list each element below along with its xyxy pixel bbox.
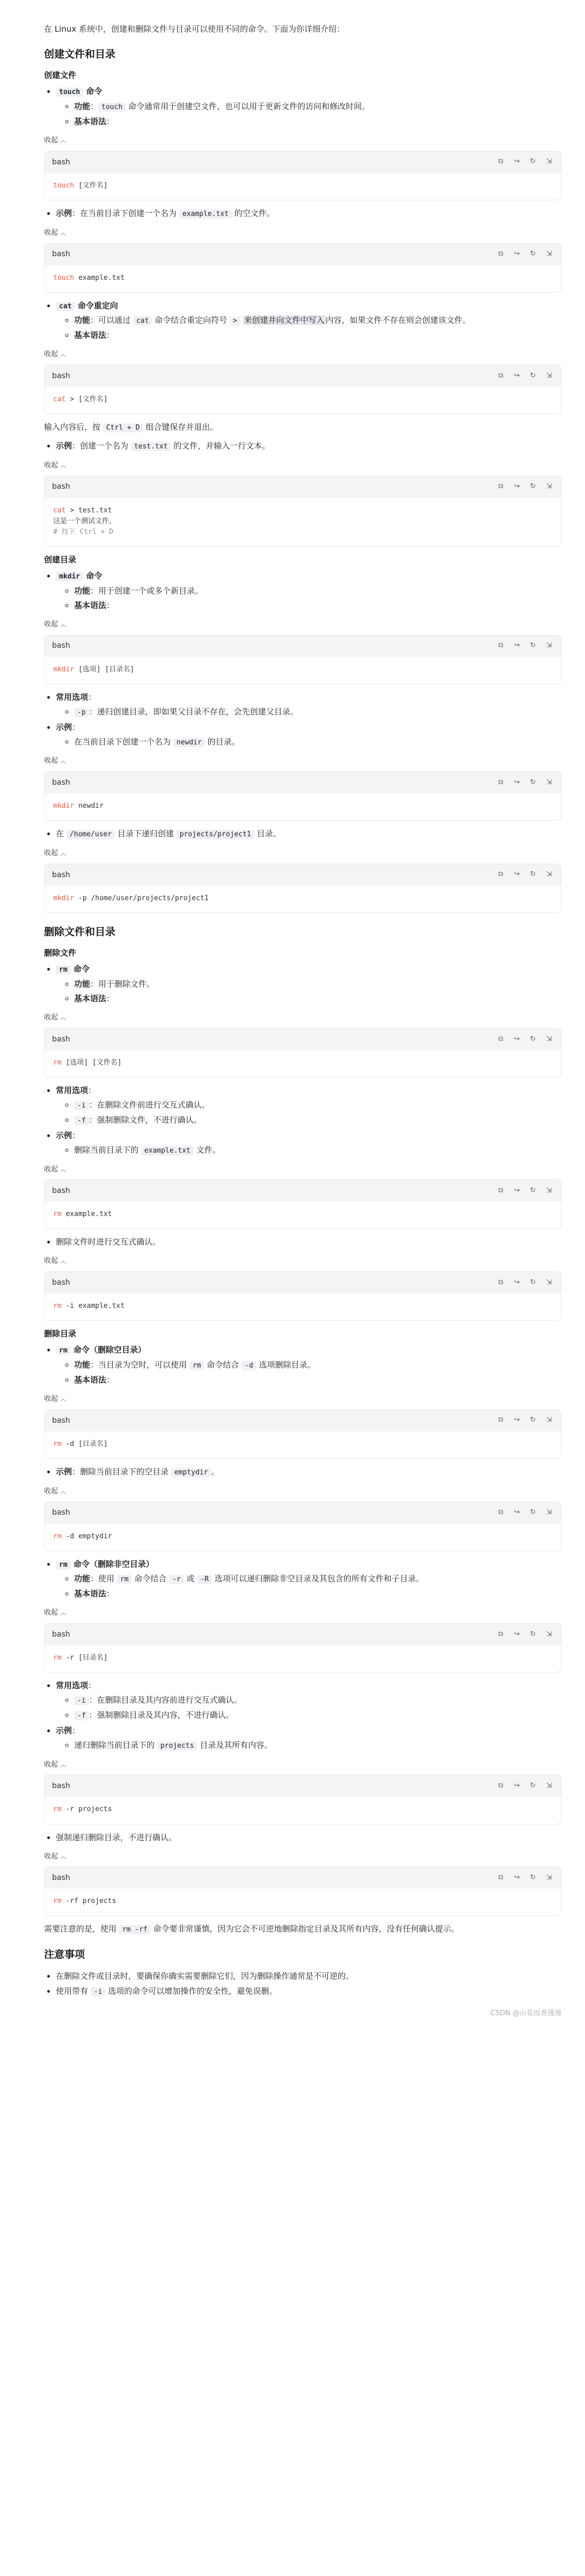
- inline-code: test.txt: [131, 442, 171, 451]
- download-icon[interactable]: ⇲: [546, 1278, 552, 1286]
- copy-icon[interactable]: ⧉: [498, 250, 503, 258]
- list-item: • 示例： ◦ 在当前目录下创建一个名为 newdir 的目录。: [56, 721, 561, 749]
- code-content: rm example.txt: [45, 1202, 561, 1228]
- code-content: mkdir [选项] [目录名]: [45, 657, 561, 684]
- list-item: ◦ 递归删除当前目录下的 projects 目录及其所有内容。: [74, 1739, 561, 1752]
- code-toolbar: [45, 1624, 561, 1645]
- collapse-toggle[interactable]: 收起 ︿: [44, 1165, 67, 1174]
- section-title-delete: 删除文件和目录: [44, 926, 116, 938]
- copy-icon[interactable]: ⧉: [498, 641, 503, 650]
- run-icon[interactable]: ↻: [530, 1278, 536, 1286]
- inline-code: projects: [157, 1741, 198, 1750]
- copy-icon[interactable]: ⧉: [498, 1034, 503, 1043]
- label-func: 功能: [74, 102, 91, 112]
- chevron-up-icon: ︿: [60, 1761, 67, 1768]
- inline-code: -i: [74, 1696, 89, 1705]
- copy-icon[interactable]: ⧉: [498, 1781, 503, 1790]
- download-icon[interactable]: ⇲: [546, 1186, 552, 1195]
- code-content: touch [文件名]: [45, 173, 561, 200]
- intro-text: 在 Linux 系统中，创建和删除文件与目录可以使用不同的命令。下面为你详细介绍：: [44, 24, 345, 34]
- list-item: ◦ 基本语法：: [74, 1373, 561, 1386]
- inline-code: touch: [56, 88, 83, 97]
- inline-code: touch: [98, 103, 126, 112]
- list-item: ◦ 基本语法：: [74, 329, 561, 342]
- copy-icon[interactable]: ⧉: [498, 778, 503, 786]
- inline-code: -f: [74, 1711, 89, 1720]
- list-item: ◦ -p ：递归创建目录，即如果父目录不存在，会先创建父目录。: [74, 705, 561, 719]
- touch-list: [44, 85, 561, 128]
- code-toolbar: [45, 1775, 561, 1797]
- chevron-up-icon: ︿: [60, 1853, 67, 1860]
- list-item: ◦ 基本语法：: [74, 115, 561, 128]
- inline-code: -i: [91, 1987, 106, 1996]
- share-icon[interactable]: ↪: [514, 778, 520, 786]
- collapse-toggle[interactable]: 收起 ︿: [44, 1257, 67, 1265]
- code-lang-label: bash: [52, 1186, 70, 1196]
- run-icon[interactable]: ↻: [530, 1034, 536, 1043]
- share-icon[interactable]: ↪: [514, 1873, 520, 1882]
- subsection-title-delete-file: 删除文件: [44, 948, 77, 958]
- run-icon[interactable]: ↻: [530, 1416, 536, 1424]
- copy-icon[interactable]: ⧉: [498, 371, 503, 380]
- subsection-title-create-file: 创建文件: [44, 70, 77, 81]
- code-content: rm -rf projects: [45, 1888, 561, 1915]
- share-icon[interactable]: ↪: [514, 1278, 520, 1286]
- collapse-toggle[interactable]: 收起 ︿: [44, 1852, 67, 1861]
- chevron-up-icon: ︿: [60, 1166, 67, 1173]
- list-item: • rm 命令（删除非空目录） ◦ 功能：使用 rm 命令结合 -r 或 -R 选项可以递归删除非空目录及其包含的所有文件和子目录。 ◦ 基本语法：: [56, 1558, 561, 1601]
- download-icon[interactable]: ⇲: [546, 1416, 552, 1424]
- code-block: [44, 771, 561, 821]
- download-icon[interactable]: ⇲: [546, 641, 552, 650]
- chevron-up-icon: ︿: [60, 757, 67, 765]
- highlighted-text: 来创建并向文件中写入: [244, 315, 325, 325]
- list-item: ◦ -f ：强制删除目录及其内容，不进行确认。: [74, 1709, 561, 1722]
- list-item: • rm 命令 ◦ 功能：用于删除文件。 ◦ 基本语法：: [56, 963, 561, 1005]
- inline-code: newdir: [173, 738, 205, 747]
- list-item: [56, 299, 561, 342]
- code-block: [44, 1866, 561, 1916]
- code-content: rm -d emptydir: [45, 1524, 561, 1551]
- code-block: [44, 151, 561, 200]
- code-block: [44, 864, 561, 913]
- inline-code: rm -rf: [119, 1925, 151, 1934]
- inline-code: rm: [56, 1346, 71, 1355]
- code-toolbar: [45, 1410, 561, 1431]
- label-syntax: 基本语法: [74, 116, 107, 126]
- code-toolbar: [45, 1029, 561, 1050]
- label-options: 常用选项: [56, 692, 89, 702]
- code-content: rm [选项] [文件名]: [45, 1050, 561, 1077]
- chevron-up-icon: ︿: [60, 136, 67, 144]
- code-block: [44, 1502, 561, 1551]
- code-toolbar: [45, 1867, 561, 1888]
- chevron-up-icon: ︿: [60, 1014, 67, 1022]
- run-icon[interactable]: ↻: [530, 870, 536, 879]
- inline-code: -i: [74, 1101, 89, 1110]
- code-lang-label: bash: [52, 1782, 70, 1791]
- chevron-up-icon: ︿: [60, 1487, 67, 1495]
- subsection-title-create-dir: 创建目录: [44, 555, 77, 565]
- inline-code: emptydir: [171, 1468, 211, 1477]
- run-icon[interactable]: ↻: [530, 1873, 536, 1882]
- paragraph: 输入内容后，按 Ctrl + D 组合键保存并退出。: [44, 422, 218, 432]
- code-content: rm -r [目录名]: [45, 1645, 561, 1672]
- collapse-toggle[interactable]: 收起 ︿: [44, 228, 67, 237]
- list-item: • 删除文件时进行交互式确认。: [56, 1235, 561, 1248]
- code-toolbar: [45, 244, 561, 265]
- inline-code: -d: [242, 1361, 257, 1370]
- share-icon[interactable]: ↪: [514, 1630, 520, 1638]
- label-example: 示例: [56, 208, 72, 218]
- notes-list: [44, 1970, 561, 1998]
- list-item: • 使用带有 -i 选项的命令可以增加操作的安全性，避免误删。: [56, 1985, 561, 1998]
- inline-code: example.txt: [179, 209, 232, 219]
- share-icon[interactable]: ↪: [514, 482, 520, 491]
- list-item: • 示例：在当前目录下创建一个名为 example.txt 的空文件。: [56, 207, 561, 220]
- chevron-up-icon: ︿: [60, 1257, 67, 1265]
- inline-code: /home/user: [67, 830, 115, 839]
- code-lang-label: bash: [52, 870, 70, 879]
- run-icon[interactable]: ↻: [530, 641, 536, 650]
- inline-code: -p: [74, 708, 89, 717]
- code-block: [44, 1180, 561, 1229]
- code-lang-label: bash: [52, 1416, 70, 1425]
- download-icon[interactable]: ⇲: [546, 1034, 552, 1043]
- run-icon[interactable]: ↻: [530, 482, 536, 491]
- list-item: ◦ 在当前目录下创建一个名为 newdir 的目录。: [74, 735, 561, 749]
- code-lang-label: bash: [52, 157, 70, 167]
- run-icon[interactable]: ↻: [530, 1781, 536, 1790]
- collapse-toggle[interactable]: 收起 ︿: [44, 1014, 67, 1022]
- chevron-up-icon: ︿: [60, 351, 67, 358]
- collapse-toggle[interactable]: 收起 ︿: [44, 136, 67, 144]
- copy-icon[interactable]: ⧉: [498, 1508, 503, 1517]
- copy-icon[interactable]: ⧉: [498, 482, 503, 491]
- code-content: mkdir newdir: [45, 793, 561, 820]
- code-toolbar: [45, 635, 561, 657]
- collapse-toggle[interactable]: 收起 ︿: [44, 1394, 67, 1403]
- rm-list: [44, 963, 561, 1005]
- share-icon[interactable]: ↪: [514, 1186, 520, 1195]
- share-icon[interactable]: ↪: [514, 641, 520, 650]
- list-item: • 常用选项： ◦ -i ：在删除目录及其内容前进行交互式确认。 ◦ -f ：强制删除目录及其内容，不进行确认。: [56, 1679, 561, 1722]
- run-icon[interactable]: ↻: [530, 371, 536, 380]
- copy-icon[interactable]: ⧉: [498, 1186, 503, 1195]
- list-item: ◦ 基本语法：: [74, 992, 561, 1005]
- collapse-toggle[interactable]: 收起 ︿: [44, 757, 67, 765]
- code-toolbar: [45, 151, 561, 173]
- chevron-up-icon: ︿: [60, 850, 67, 857]
- list-item: • 示例： ◦ 删除当前目录下的 example.txt 文件。: [56, 1129, 561, 1157]
- chevron-up-icon: ︿: [60, 229, 67, 236]
- share-icon[interactable]: ↪: [514, 250, 520, 258]
- copy-icon[interactable]: ⧉: [498, 1416, 503, 1424]
- run-icon[interactable]: ↻: [530, 157, 536, 166]
- code-block: [44, 1623, 561, 1673]
- share-icon[interactable]: ↪: [514, 1508, 520, 1517]
- inline-code: >: [230, 316, 240, 325]
- inline-code: rm: [56, 965, 71, 974]
- list-item: ◦ 基本语法：: [74, 599, 561, 612]
- list-item: • 在删除文件或目录时，要确保你确实需要删除它们，因为删除操作通常是不可逆的。: [56, 1970, 561, 1982]
- download-icon[interactable]: ⇲: [546, 1630, 552, 1638]
- inline-code: rm: [117, 1575, 132, 1584]
- collapse-toggle[interactable]: 收起 ︿: [44, 350, 67, 359]
- list-item: ◦ -i ：在删除目录及其内容前进行交互式确认。: [74, 1694, 561, 1707]
- code-lang-label: bash: [52, 1630, 70, 1639]
- code-block: [44, 1409, 561, 1459]
- code-content: rm -i example.txt: [45, 1293, 561, 1320]
- download-icon[interactable]: ⇲: [546, 870, 552, 879]
- download-icon[interactable]: ⇲: [546, 250, 552, 258]
- run-icon[interactable]: ↻: [530, 778, 536, 786]
- run-icon[interactable]: ↻: [530, 1630, 536, 1638]
- list-item: ◦ 功能：用于删除文件。: [74, 978, 561, 990]
- list-item: ◦ 功能：可以通过 cat 命令结合重定向符号 > 来创建并向文件中写入 内容，如果文件不存在则会创建该文件。: [74, 314, 561, 327]
- list-item: • 强制递归删除目录，不进行确认。: [56, 1831, 561, 1844]
- copy-icon[interactable]: ⧉: [498, 870, 503, 879]
- list-item: • mkdir 命令 ◦ 功能：用于创建一个或多个新目录。 ◦ 基本语法：: [56, 569, 561, 612]
- copy-icon[interactable]: ⧉: [498, 1278, 503, 1286]
- list-item: • 常用选项： ◦ -p ：递归创建目录，即如果父目录不存在，会先创建父目录。: [56, 691, 561, 719]
- code-block: [44, 243, 561, 293]
- copy-icon[interactable]: ⧉: [498, 1873, 503, 1882]
- run-icon[interactable]: ↻: [530, 1186, 536, 1195]
- share-icon[interactable]: ↪: [514, 157, 520, 166]
- watermark: CSDN @山花而香漫漫: [490, 2009, 561, 2018]
- chevron-up-icon: ︿: [60, 1609, 67, 1617]
- share-icon[interactable]: ↪: [514, 870, 520, 879]
- cat-list: [44, 299, 561, 342]
- code-toolbar: [45, 1272, 561, 1293]
- download-icon[interactable]: ⇲: [546, 371, 552, 380]
- code-block: [44, 476, 561, 547]
- list-item: • 示例：创建一个名为 test.txt 的文件，并输入一行文本。: [56, 439, 561, 453]
- inline-code: Ctrl + D: [103, 423, 143, 432]
- section-title-notes: 注意事项: [44, 1949, 85, 1961]
- collapse-toggle[interactable]: 收起 ︿: [44, 1760, 67, 1769]
- code-lang-label: bash: [52, 1508, 70, 1517]
- inline-code: -R: [197, 1575, 212, 1584]
- code-content: touch example.txt: [45, 265, 561, 292]
- run-icon[interactable]: ↻: [530, 250, 536, 258]
- item-heading: 命令重定向: [77, 300, 118, 310]
- inline-code: mkdir: [56, 572, 83, 581]
- subsection-title-delete-dir: 删除目录: [44, 1329, 77, 1339]
- code-lang-label: bash: [52, 778, 70, 787]
- code-content: rm -d [目录名]: [45, 1431, 561, 1458]
- code-block: [44, 365, 561, 414]
- list-item: ◦ 基本语法：: [74, 1587, 561, 1600]
- code-content: cat > test.txt 这是一个测试文件。 # 按下 Ctrl + D: [45, 498, 561, 546]
- download-icon[interactable]: ⇲: [546, 1781, 552, 1790]
- copy-icon[interactable]: ⧉: [498, 157, 503, 166]
- warning-paragraph: 需要注意的是，使用 rm -rf 命令要非常谨慎，因为它会不可逆地删除指定目录及其所有内容，没有任何确认提示。: [44, 1924, 459, 1934]
- list-item: ◦ 功能：使用 rm 命令结合 -r 或 -R 选项可以递归删除非空目录及其包含的所有文件和子目录。: [74, 1572, 561, 1586]
- collapse-toggle[interactable]: 收起 ︿: [44, 461, 67, 469]
- collapse-toggle[interactable]: 收起 ︿: [44, 849, 67, 858]
- run-icon[interactable]: ↻: [530, 1508, 536, 1517]
- mkdir-list: [44, 569, 561, 612]
- inline-code: example.txt: [141, 1146, 194, 1155]
- code-block: [44, 1271, 561, 1321]
- share-icon[interactable]: ↪: [514, 1034, 520, 1043]
- collapse-toggle[interactable]: 收起 ︿: [44, 1609, 67, 1617]
- chevron-up-icon: ︿: [60, 1395, 67, 1402]
- copy-icon[interactable]: ⧉: [498, 1630, 503, 1638]
- code-lang-label: bash: [52, 250, 70, 259]
- code-content: rm -r projects: [45, 1797, 561, 1824]
- list-item: ◦ 功能：当目录为空时，可以使用 rm 命令结合 -d 选项删除目录。: [74, 1358, 561, 1372]
- list-item: [56, 85, 561, 128]
- code-toolbar: [45, 476, 561, 498]
- list-item: • 示例： ◦ 递归删除当前目录下的 projects 目录及其所有内容。: [56, 1724, 561, 1752]
- inline-code: -r: [169, 1575, 184, 1584]
- code-lang-label: bash: [52, 641, 70, 650]
- section-title-create: 创建文件和目录: [44, 48, 116, 60]
- inline-code: projects/project1: [177, 830, 254, 839]
- list-item: • 在 /home/user 目录下递归创建 projects/project1 目录。: [56, 827, 561, 841]
- list-item: • rm 命令（删除空目录） ◦ 功能：当目录为空时，可以使用 rm 命令结合 -d 选项删除目录。 ◦ 基本语法：: [56, 1343, 561, 1386]
- inline-code: cat: [133, 316, 152, 325]
- code-lang-label: bash: [52, 1873, 70, 1883]
- code-block: [44, 635, 561, 684]
- code-toolbar: [45, 365, 561, 387]
- inline-code: -f: [74, 1116, 89, 1125]
- code-block: [44, 1775, 561, 1824]
- share-icon[interactable]: ↪: [514, 1781, 520, 1790]
- code-lang-label: bash: [52, 1034, 70, 1044]
- code-content: cat > [文件名]: [45, 387, 561, 414]
- list-item: ◦ 功能：用于创建一个或多个新目录。: [74, 584, 561, 597]
- download-icon[interactable]: ⇲: [546, 1873, 552, 1882]
- item-text: 命令通常用于创建空文件，也可以用于更新文件的访问和修改时间。: [128, 102, 370, 112]
- list-item: • 示例：删除当前目录下的空目录 emptydir 。: [56, 1465, 561, 1479]
- code-lang-label: bash: [52, 1278, 70, 1287]
- code-lang-label: bash: [52, 482, 70, 491]
- download-icon[interactable]: ⇲: [546, 1508, 552, 1517]
- code-lang-label: bash: [52, 371, 70, 380]
- inline-code: rm: [56, 1560, 71, 1569]
- download-icon[interactable]: ⇲: [546, 157, 552, 166]
- code-toolbar: [45, 1502, 561, 1524]
- collapse-toggle[interactable]: 收起 ︿: [44, 620, 67, 628]
- list-item: ◦ 功能： touch 命令通常用于创建空文件，也可以用于更新文件的访问和修改时间。: [74, 100, 561, 113]
- share-icon[interactable]: ↪: [514, 1416, 520, 1424]
- code-content: mkdir -p /home/user/projects/project1: [45, 886, 561, 913]
- list-item: ◦ -f ：强制删除文件，不进行确认。: [74, 1113, 561, 1127]
- item-heading: 命令: [86, 86, 103, 97]
- download-icon[interactable]: ⇲: [546, 778, 552, 786]
- share-icon[interactable]: ↪: [514, 371, 520, 380]
- code-toolbar: [45, 772, 561, 793]
- inline-code: cat: [56, 302, 75, 311]
- list-item: ◦ 删除当前目录下的 example.txt 文件。: [74, 1144, 561, 1157]
- download-icon[interactable]: ⇲: [546, 482, 552, 491]
- code-block: [44, 1028, 561, 1077]
- code-toolbar: [45, 864, 561, 886]
- chevron-up-icon: ︿: [60, 461, 67, 469]
- code-toolbar: [45, 1180, 561, 1202]
- inline-code: rm: [189, 1361, 204, 1370]
- list-item: • 常用选项： ◦ -i ：在删除文件前进行交互式确认。 ◦ -f ：强制删除文件，不进行确认。: [56, 1084, 561, 1127]
- chevron-up-icon: ︿: [60, 620, 67, 628]
- list-item: ◦ -i ：在删除文件前进行交互式确认。: [74, 1098, 561, 1112]
- collapse-toggle[interactable]: 收起 ︿: [44, 1487, 67, 1495]
